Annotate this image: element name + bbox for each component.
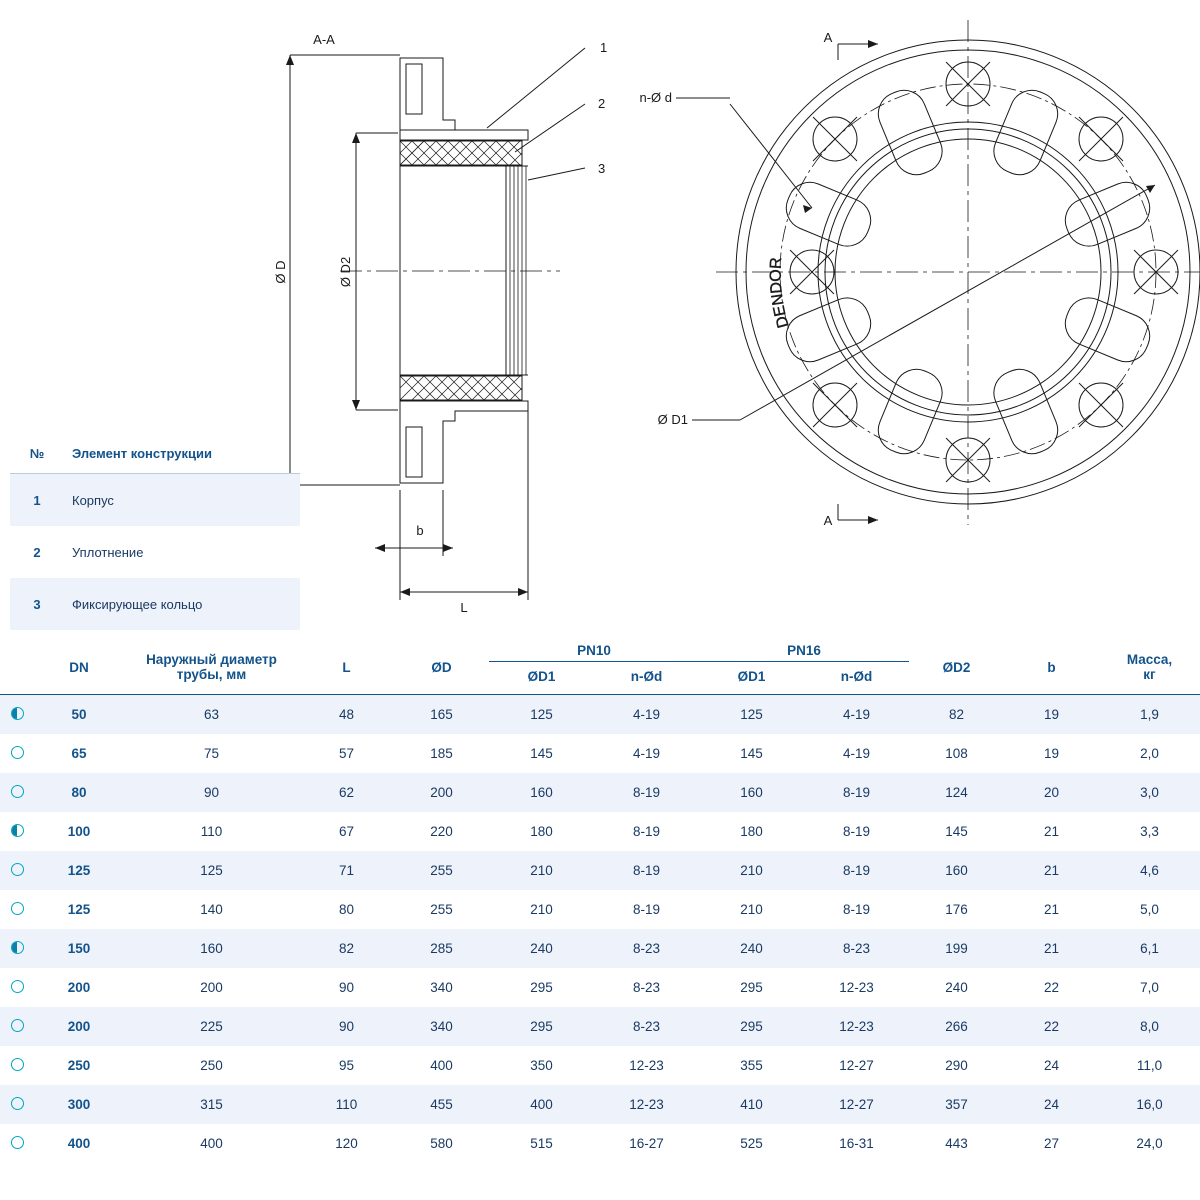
table-row <box>0 968 1200 1007</box>
cell-pn10-nd: 8-23 <box>594 929 699 968</box>
cell-od: 340 <box>394 1007 489 1046</box>
header-pn10-nd: n-Ød <box>630 669 663 684</box>
cell-pn10-d1: 400 <box>489 1085 594 1124</box>
cell-od: 200 <box>394 773 489 812</box>
table-row <box>0 1085 1200 1124</box>
table-row <box>0 1046 1200 1085</box>
cell-pipe-od: 140 <box>200 902 223 917</box>
cell-pipe-od: 160 <box>124 929 299 968</box>
cell-pipe-od: 90 <box>124 773 299 812</box>
cell-od2: 124 <box>909 773 1004 812</box>
header-mass-line2: кг <box>1143 667 1156 682</box>
cell-mass: 8,0 <box>1099 1007 1200 1046</box>
circle-icon <box>11 1136 24 1149</box>
cell-pn16-d1: 210 <box>740 902 763 917</box>
cell-pn16-d1: 355 <box>740 1058 763 1073</box>
cell-pn10-nd: 8-19 <box>594 851 699 890</box>
half-circle-icon <box>11 824 24 837</box>
row-marker-cell[interactable] <box>0 890 34 929</box>
cell-dn: 250 <box>67 1058 91 1073</box>
header-mass-line1: Масса, <box>1126 652 1173 667</box>
table-row <box>0 812 1200 851</box>
header-b: b <box>1047 659 1056 675</box>
circle-icon <box>11 980 24 993</box>
header-od: ØD <box>431 659 452 675</box>
row-marker-cell[interactable] <box>0 929 34 968</box>
cell-pn10-nd: 4-19 <box>594 695 699 735</box>
cell-pn10-nd: 8-23 <box>632 980 661 995</box>
cell-l: 82 <box>299 929 394 968</box>
cell-dn: 125 <box>67 902 91 917</box>
header-pn10-d1: ØD1 <box>527 669 556 684</box>
cell-l: 57 <box>338 746 355 761</box>
parts-row-1 <box>10 474 300 526</box>
spec-table-container <box>0 640 1200 1163</box>
cell-l: 62 <box>299 773 394 812</box>
table-row <box>0 1007 1200 1046</box>
table-row <box>0 851 1200 890</box>
parts-row-1-name: Корпус <box>72 492 114 508</box>
parts-row-3-num: 3 <box>33 596 41 612</box>
cell-pn16-nd: 12-27 <box>804 1085 909 1124</box>
cell-b: 24 <box>1004 1085 1099 1124</box>
cell-pn16-d1: 210 <box>699 851 804 890</box>
cell-pn10-d1: 210 <box>530 902 553 917</box>
cell-mass: 24,0 <box>1136 1136 1163 1151</box>
cell-pn16-nd: 16-31 <box>839 1136 874 1151</box>
circle-icon <box>11 863 24 876</box>
header-pn16-nd: n-Ød <box>840 669 873 684</box>
cell-od2: 199 <box>909 929 1004 968</box>
brand-text: DENDOR <box>767 256 793 330</box>
cell-mass: 11,0 <box>1136 1058 1163 1073</box>
cell-b: 22 <box>1043 980 1060 995</box>
header-od2: ØD2 <box>942 659 971 675</box>
circle-icon <box>11 1058 24 1071</box>
cell-pn10-d1: 180 <box>530 824 553 839</box>
cell-pn10-d1: 295 <box>489 1007 594 1046</box>
cell-pn10-nd: 8-19 <box>594 773 699 812</box>
cell-od: 400 <box>430 1058 453 1073</box>
cell-pn16-d1: 410 <box>699 1085 804 1124</box>
cell-pipe-od: 63 <box>124 695 299 735</box>
row-marker-cell[interactable] <box>0 773 34 812</box>
cell-pn10-nd: 12-23 <box>629 1058 664 1073</box>
cell-dn: 125 <box>34 851 124 890</box>
header-group-pn16: PN16 <box>699 640 909 662</box>
header-pipe-od-line2: трубы, мм <box>176 667 247 682</box>
cell-pn10-nd: 8-23 <box>594 1007 699 1046</box>
cell-pn10-d1: 350 <box>530 1058 553 1073</box>
parts-row-3 <box>10 578 300 630</box>
cell-od2: 160 <box>909 851 1004 890</box>
header-pn16-d1: ØD1 <box>737 669 766 684</box>
row-marker-cell[interactable] <box>0 968 34 1007</box>
cell-pn10-d1: 145 <box>530 746 553 761</box>
cell-mass: 4,6 <box>1099 851 1200 890</box>
header-dn: DN <box>69 659 89 675</box>
cell-mass: 3,0 <box>1099 773 1200 812</box>
row-marker-cell[interactable] <box>0 812 34 851</box>
cell-dn: 50 <box>34 695 124 735</box>
header-pipe-od <box>124 640 299 695</box>
cell-od2: 290 <box>945 1058 968 1073</box>
cell-b: 24 <box>1043 1058 1060 1073</box>
parts-header-name: Элемент конструкции <box>72 446 212 461</box>
cell-od2: 82 <box>909 695 1004 735</box>
table-row <box>0 890 1200 929</box>
cell-l: 67 <box>338 824 355 839</box>
cell-pn16-nd: 8-23 <box>804 929 909 968</box>
cell-mass: 16,0 <box>1099 1085 1200 1124</box>
circle-icon <box>11 746 24 759</box>
spec-table-head <box>0 640 1200 695</box>
cell-l: 110 <box>299 1085 394 1124</box>
cell-od2: 357 <box>909 1085 1004 1124</box>
cell-pipe-od: 75 <box>203 746 220 761</box>
cell-l: 48 <box>299 695 394 735</box>
cell-pn10-nd: 8-19 <box>632 902 661 917</box>
parts-row-2 <box>10 526 300 578</box>
row-marker-cell[interactable] <box>0 1007 34 1046</box>
row-marker-cell[interactable] <box>0 1085 34 1124</box>
cell-od: 255 <box>430 902 453 917</box>
circle-icon <box>11 902 24 915</box>
cell-b: 21 <box>1004 929 1099 968</box>
header-l: L <box>342 659 351 675</box>
cell-pipe-od: 200 <box>200 980 223 995</box>
cell-mass: 6,1 <box>1099 929 1200 968</box>
spec-table <box>0 640 1200 1163</box>
half-circle-icon <box>11 707 24 720</box>
cell-pn16-d1: 125 <box>699 695 804 735</box>
cell-pn16-d1: 295 <box>699 1007 804 1046</box>
cell-pn10-nd: 16-27 <box>629 1136 664 1151</box>
cell-dn: 200 <box>34 1007 124 1046</box>
cell-od: 255 <box>394 851 489 890</box>
cell-od: 185 <box>430 746 453 761</box>
cell-pipe-od: 225 <box>124 1007 299 1046</box>
cell-l: 90 <box>338 980 355 995</box>
spec-table-body <box>0 695 1200 1164</box>
cell-b: 21 <box>1004 851 1099 890</box>
cell-dn: 80 <box>34 773 124 812</box>
cell-pipe-od: 110 <box>200 824 223 839</box>
header-group-pn10: PN10 <box>489 640 699 662</box>
parts-legend-header <box>10 440 300 474</box>
cell-pn16-nd: 4-19 <box>804 695 909 735</box>
cell-pipe-od: 125 <box>124 851 299 890</box>
circle-icon <box>11 1019 24 1032</box>
parts-row-2-num: 2 <box>33 544 41 560</box>
row-marker-cell[interactable] <box>0 734 34 773</box>
dim-d2: Ø D2 <box>338 256 353 288</box>
cell-pn16-d1: 525 <box>740 1136 763 1151</box>
cell-mass: 3,3 <box>1140 824 1159 839</box>
cell-dn: 100 <box>67 824 91 839</box>
cell-od2: 108 <box>945 746 968 761</box>
parts-legend <box>10 440 300 630</box>
cell-b: 21 <box>1043 824 1060 839</box>
dim-n-od: n-Ø d <box>639 90 672 105</box>
cell-pn16-nd: 8-19 <box>804 851 909 890</box>
cell-od: 220 <box>430 824 453 839</box>
parts-row-3-name: Фиксирующее кольцо <box>72 596 203 612</box>
dim-outer-diameter: Ø D <box>273 260 288 284</box>
table-row <box>0 773 1200 812</box>
cell-dn: 150 <box>34 929 124 968</box>
cell-pn16-nd: 8-19 <box>804 773 909 812</box>
table-row <box>0 734 1200 773</box>
table-row <box>0 695 1200 735</box>
header-row-top <box>0 640 1200 662</box>
cell-pn16-nd: 12-23 <box>839 980 874 995</box>
cell-pn16-nd: 12-27 <box>839 1058 874 1073</box>
cell-b: 20 <box>1004 773 1099 812</box>
cell-dn: 300 <box>34 1085 124 1124</box>
cell-pn16-nd: 8-19 <box>842 824 871 839</box>
cell-pipe-od: 400 <box>200 1136 223 1151</box>
cell-od: 455 <box>394 1085 489 1124</box>
cell-od2: 176 <box>945 902 968 917</box>
cell-od: 285 <box>394 929 489 968</box>
row-marker-cell[interactable] <box>0 851 34 890</box>
cell-dn: 400 <box>67 1136 91 1151</box>
callout-2: 2 <box>598 96 606 111</box>
section-arrow-bottom: A <box>823 513 833 528</box>
cell-pn16-nd: 4-19 <box>842 746 871 761</box>
section-label: A-A <box>313 32 335 47</box>
cell-b: 22 <box>1004 1007 1099 1046</box>
cell-l: 90 <box>299 1007 394 1046</box>
cell-pn10-d1: 125 <box>489 695 594 735</box>
row-marker-cell[interactable] <box>0 695 34 735</box>
dim-b: b <box>416 523 424 538</box>
cell-mass: 7,0 <box>1140 980 1159 995</box>
cell-pn16-d1: 240 <box>699 929 804 968</box>
cell-od: 165 <box>394 695 489 735</box>
cell-l: 71 <box>299 851 394 890</box>
table-row <box>0 929 1200 968</box>
section-arrow-top: A <box>823 30 833 45</box>
circle-icon <box>11 785 24 798</box>
cell-mass: 2,0 <box>1140 746 1159 761</box>
dim-l: L <box>460 600 468 615</box>
callout-1: 1 <box>600 40 608 55</box>
cell-pn10-d1: 295 <box>530 980 553 995</box>
cell-b: 19 <box>1043 746 1060 761</box>
cell-pn16-d1: 160 <box>699 773 804 812</box>
half-circle-icon <box>11 941 24 954</box>
cell-od2: 443 <box>945 1136 968 1151</box>
cell-pn10-d1: 160 <box>489 773 594 812</box>
cell-od: 580 <box>430 1136 453 1151</box>
callout-3: 3 <box>598 161 606 176</box>
cell-pn10-d1: 240 <box>489 929 594 968</box>
row-marker-cell[interactable] <box>0 1046 34 1085</box>
parts-row-1-num: 1 <box>33 492 41 508</box>
cell-pn16-d1: 145 <box>740 746 763 761</box>
cell-pn10-d1: 515 <box>530 1136 553 1151</box>
cell-b: 21 <box>1043 902 1060 917</box>
header-mass <box>1099 640 1200 695</box>
dim-d1: Ø D1 <box>657 412 688 427</box>
cell-mass: 1,9 <box>1099 695 1200 735</box>
cell-pipe-od: 250 <box>200 1058 223 1073</box>
cell-pn10-nd: 8-19 <box>632 824 661 839</box>
cell-b: 19 <box>1004 695 1099 735</box>
cell-l: 95 <box>338 1058 355 1073</box>
parts-header-num: № <box>29 446 45 461</box>
parts-row-2-name: Уплотнение <box>72 544 144 560</box>
cell-dn: 65 <box>71 746 87 761</box>
cell-od: 340 <box>430 980 453 995</box>
cell-pn16-nd: 12-23 <box>804 1007 909 1046</box>
table-row <box>0 1124 1200 1163</box>
cell-pn10-d1: 210 <box>489 851 594 890</box>
cell-b: 27 <box>1043 1136 1060 1151</box>
cell-pn16-d1: 295 <box>740 980 763 995</box>
header-pipe-od-line1: Наружный диаметр <box>146 652 277 667</box>
cell-pn10-nd: 12-23 <box>594 1085 699 1124</box>
cell-od2: 240 <box>945 980 968 995</box>
cell-pn10-nd: 4-19 <box>632 746 661 761</box>
marker-header <box>0 640 34 695</box>
cell-pn16-nd: 8-19 <box>842 902 871 917</box>
cell-pipe-od: 315 <box>124 1085 299 1124</box>
cell-pn16-d1: 180 <box>740 824 763 839</box>
cell-mass: 5,0 <box>1140 902 1159 917</box>
cell-l: 120 <box>335 1136 358 1151</box>
cell-od2: 145 <box>945 824 968 839</box>
cell-dn: 200 <box>67 980 91 995</box>
row-marker-cell[interactable] <box>0 1124 34 1163</box>
cell-od2: 266 <box>909 1007 1004 1046</box>
cell-l: 80 <box>338 902 355 917</box>
circle-icon <box>11 1097 24 1110</box>
